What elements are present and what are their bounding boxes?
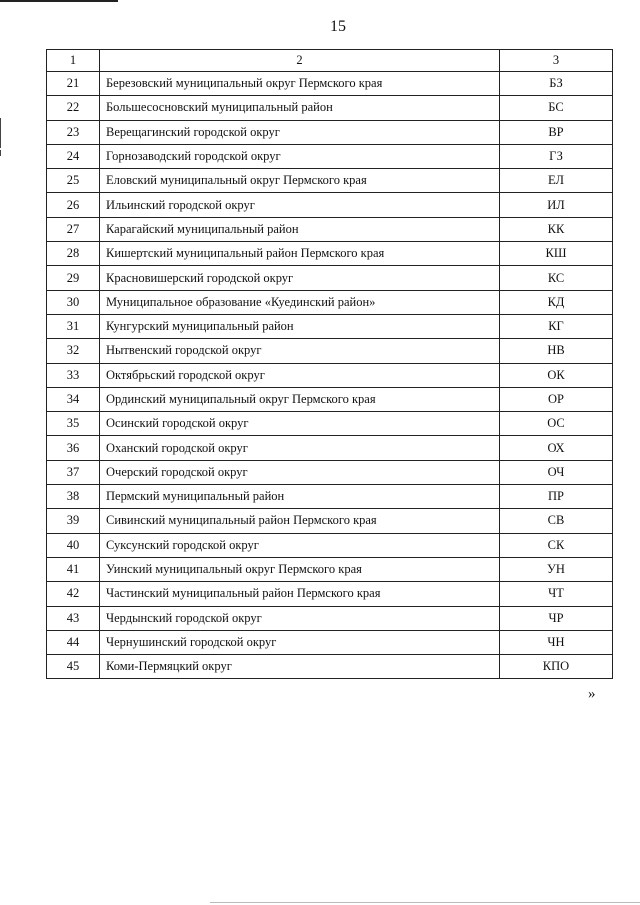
municipality-name-cell: Сивинский муниципальный район Пермского края xyxy=(100,509,500,533)
row-number-cell: 30 xyxy=(47,290,100,314)
table-row xyxy=(47,217,613,241)
municipality-name-cell: Осинский городской округ xyxy=(100,412,500,436)
table-row xyxy=(47,363,613,387)
municipality-code-cell: СВ xyxy=(500,509,613,533)
row-number-cell: 37 xyxy=(47,460,100,484)
row-number-cell: 44 xyxy=(47,630,100,654)
table-row xyxy=(47,387,613,411)
row-number-cell: 31 xyxy=(47,314,100,338)
municipality-name-cell: Чердынский городской округ xyxy=(100,606,500,630)
municipality-name-cell: Суксунский городской округ xyxy=(100,533,500,557)
municipality-name-cell: Карагайский муниципальный район xyxy=(100,217,500,241)
municipality-code-cell: УН xyxy=(500,557,613,581)
municipality-name-cell: Верещагинский городской округ xyxy=(100,120,500,144)
bottom-scan-line xyxy=(210,902,640,903)
table-row xyxy=(47,169,613,193)
municipality-name-cell: Частинский муниципальный район Пермского края xyxy=(100,582,500,606)
table-body xyxy=(47,72,613,679)
municipality-code-cell: ОХ xyxy=(500,436,613,460)
municipality-code-cell: ЧР xyxy=(500,606,613,630)
margin-mark xyxy=(0,118,1,148)
municipality-name-cell: Нытвенский городской округ xyxy=(100,339,500,363)
municipality-name-cell: Оханский городской округ xyxy=(100,436,500,460)
closing-quote: » xyxy=(588,686,596,702)
row-number-cell: 22 xyxy=(47,96,100,120)
municipality-name-cell: Коми-Пермяцкий округ xyxy=(100,655,500,679)
municipality-code-cell: КГ xyxy=(500,314,613,338)
municipality-name-cell: Уинский муниципальный округ Пермского края xyxy=(100,557,500,581)
row-number-cell: 38 xyxy=(47,485,100,509)
table-row xyxy=(47,436,613,460)
municipality-name-cell: Ординский муниципальный округ Пермского края xyxy=(100,387,500,411)
table-row xyxy=(47,460,613,484)
municipality-name-cell: Пермский муниципальный район xyxy=(100,485,500,509)
municipality-code-cell: КС xyxy=(500,266,613,290)
municipality-name-cell: Чернушинский городской округ xyxy=(100,630,500,654)
municipality-code-cell: ЕЛ xyxy=(500,169,613,193)
municipality-code-cell: КШ xyxy=(500,242,613,266)
table-row xyxy=(47,557,613,581)
scan-edge-line xyxy=(0,0,118,2)
municipality-code-cell: ОЧ xyxy=(500,460,613,484)
municipality-code-cell: КПО xyxy=(500,655,613,679)
table-row xyxy=(47,339,613,363)
municipality-name-cell: Ильинский городской округ xyxy=(100,193,500,217)
municipality-code-cell: ЧН xyxy=(500,630,613,654)
row-number-cell: 21 xyxy=(47,72,100,96)
row-number-cell: 45 xyxy=(47,655,100,679)
municipality-code-cell: ОС xyxy=(500,412,613,436)
table-row xyxy=(47,266,613,290)
table-row xyxy=(47,582,613,606)
municipality-code-cell: НВ xyxy=(500,339,613,363)
row-number-cell: 42 xyxy=(47,582,100,606)
row-number-cell: 32 xyxy=(47,339,100,363)
row-number-cell: 39 xyxy=(47,509,100,533)
table-row xyxy=(47,96,613,120)
column-header-number: 1 xyxy=(47,50,100,72)
row-number-cell: 28 xyxy=(47,242,100,266)
municipality-code-table xyxy=(46,49,613,679)
municipality-name-cell: Красновишерский городской округ xyxy=(100,266,500,290)
municipality-name-cell: Очерский городской округ xyxy=(100,460,500,484)
table-row xyxy=(47,630,613,654)
column-header-name: 2 xyxy=(100,50,500,72)
municipality-name-cell: Большесосновский муниципальный район xyxy=(100,96,500,120)
municipality-code-cell: КД xyxy=(500,290,613,314)
municipality-code-cell: ПР xyxy=(500,485,613,509)
municipality-code-cell: ГЗ xyxy=(500,144,613,168)
municipality-code-cell: БС xyxy=(500,96,613,120)
row-number-cell: 36 xyxy=(47,436,100,460)
row-number-cell: 26 xyxy=(47,193,100,217)
table-row xyxy=(47,655,613,679)
municipality-name-cell: Кишертский муниципальный район Пермского края xyxy=(100,242,500,266)
table-header-row xyxy=(47,50,613,72)
municipality-name-cell: Еловский муниципальный округ Пермского края xyxy=(100,169,500,193)
municipality-code-cell: ОР xyxy=(500,387,613,411)
row-number-cell: 33 xyxy=(47,363,100,387)
table-row xyxy=(47,533,613,557)
municipality-code-cell: СК xyxy=(500,533,613,557)
table-row xyxy=(47,485,613,509)
municipality-code-cell: ИЛ xyxy=(500,193,613,217)
table-row xyxy=(47,412,613,436)
row-number-cell: 23 xyxy=(47,120,100,144)
table-row xyxy=(47,314,613,338)
municipality-code-cell: БЗ xyxy=(500,72,613,96)
table-row xyxy=(47,144,613,168)
table-row xyxy=(47,242,613,266)
municipality-code-cell: ЧТ xyxy=(500,582,613,606)
row-number-cell: 25 xyxy=(47,169,100,193)
row-number-cell: 24 xyxy=(47,144,100,168)
table-row xyxy=(47,193,613,217)
municipality-name-cell: Березовский муниципальный округ Пермского края xyxy=(100,72,500,96)
page-number: 15 xyxy=(330,18,346,35)
municipality-code-cell: ОК xyxy=(500,363,613,387)
row-number-cell: 40 xyxy=(47,533,100,557)
municipality-name-cell: Муниципальное образование «Куединский район» xyxy=(100,290,500,314)
table-row xyxy=(47,509,613,533)
municipality-code-cell: ВР xyxy=(500,120,613,144)
margin-mark xyxy=(0,150,1,156)
table-row xyxy=(47,606,613,630)
table-row xyxy=(47,72,613,96)
municipality-name-cell: Кунгурский муниципальный район xyxy=(100,314,500,338)
row-number-cell: 43 xyxy=(47,606,100,630)
column-header-code: 3 xyxy=(500,50,613,72)
municipality-code-cell: КК xyxy=(500,217,613,241)
municipality-name-cell: Горнозаводский городской округ xyxy=(100,144,500,168)
municipality-name-cell: Октябрьский городской округ xyxy=(100,363,500,387)
row-number-cell: 41 xyxy=(47,557,100,581)
row-number-cell: 35 xyxy=(47,412,100,436)
row-number-cell: 27 xyxy=(47,217,100,241)
row-number-cell: 29 xyxy=(47,266,100,290)
table-row xyxy=(47,120,613,144)
row-number-cell: 34 xyxy=(47,387,100,411)
table-row xyxy=(47,290,613,314)
